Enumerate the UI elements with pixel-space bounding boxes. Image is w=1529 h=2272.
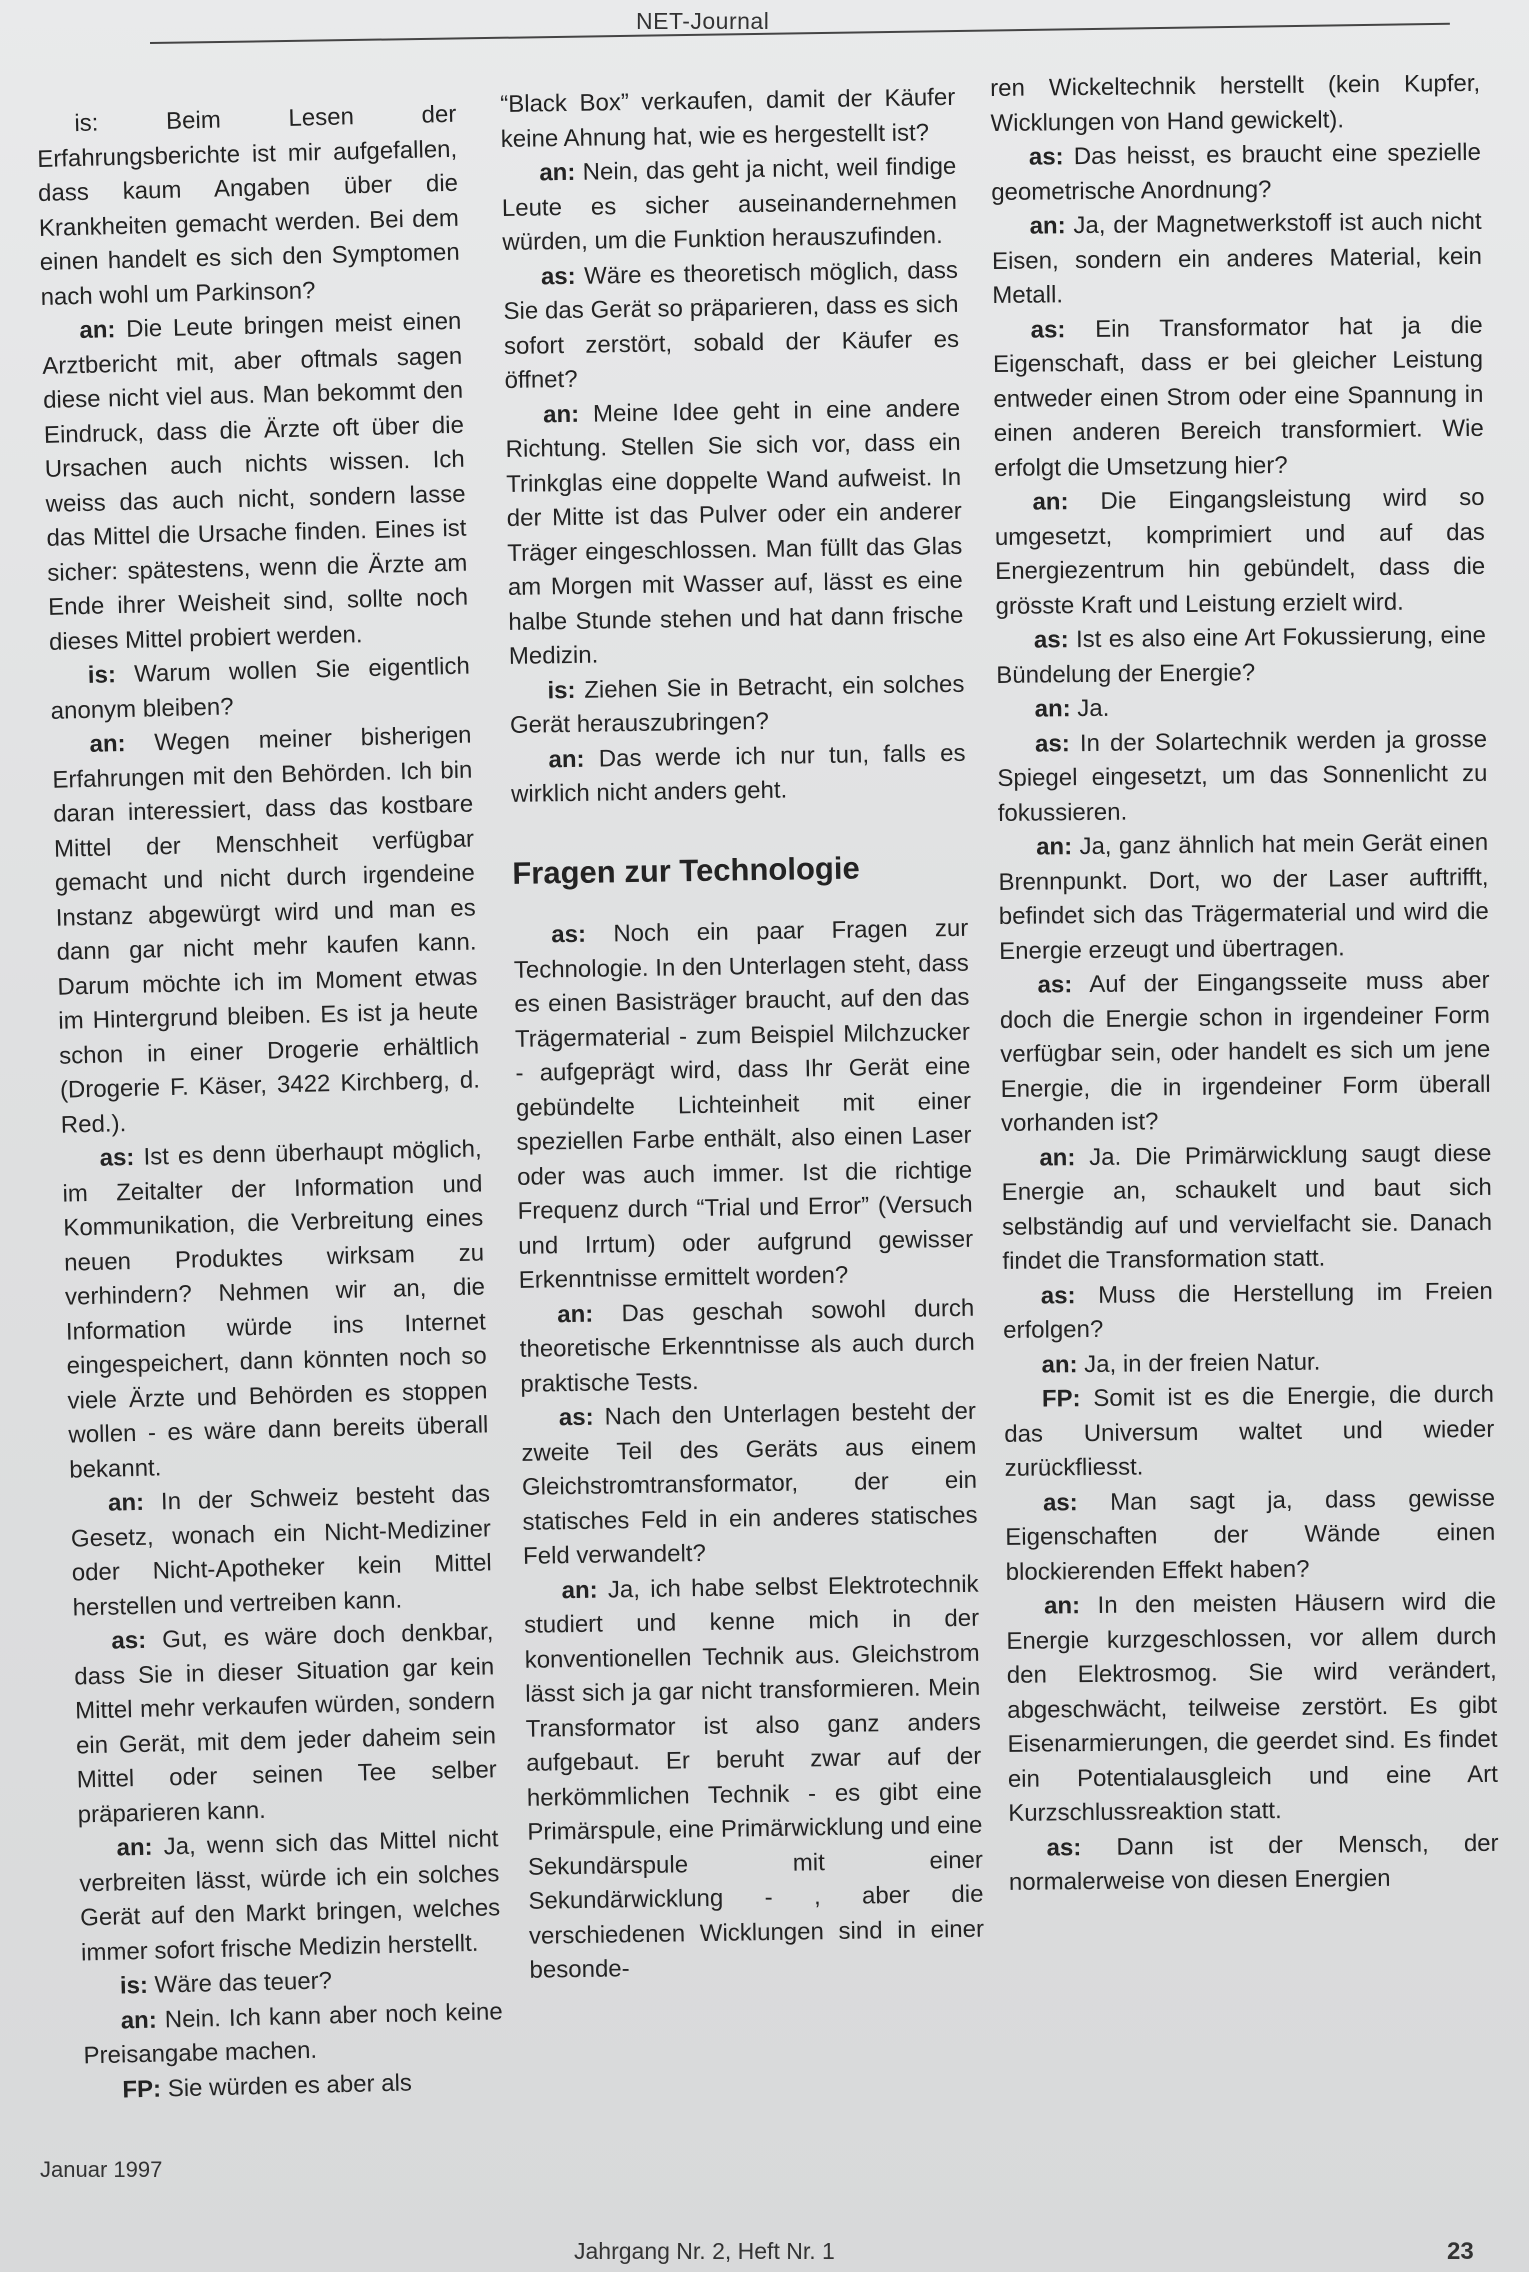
paragraph-text: Warum wollen Sie eigentlich anonym bleiben? bbox=[50, 652, 471, 725]
speaker-label: an: bbox=[539, 158, 576, 187]
paragraph-text: ren Wickeltechnik herstellt (kein Kupfer, Wicklungen von Hand gewickelt). bbox=[990, 69, 1481, 137]
paragraph-text: Meine Idee geht in eine andere Richtung. Stellen Sie sich vor, dass ein Trinkglas eine doppelte Wand aufweist. In der Mitte ist das Pulver oder ein anderer Träger eingeschlossen. Man füllt das Glas am Morgen mit Wasser auf, lässt es eine halbe Stunde stehen und hat dann frische Medizin. bbox=[505, 394, 964, 670]
speaker-label: as: bbox=[558, 1403, 594, 1432]
paragraph-text: Sie würden es aber als bbox=[160, 2068, 413, 2103]
paragraph bbox=[51, 719, 481, 1143]
paragraph bbox=[998, 826, 1489, 969]
paragraph bbox=[1003, 1343, 1493, 1383]
paragraph bbox=[505, 391, 964, 674]
paragraph bbox=[997, 688, 1487, 728]
speaker-label: as: bbox=[1033, 626, 1069, 654]
paragraph bbox=[503, 253, 960, 398]
speaker-label: an: bbox=[1032, 488, 1069, 516]
speaker-label: an: bbox=[548, 745, 585, 773]
paragraph-text: Muss die Herstellung im Freien erfolgen? bbox=[1003, 1277, 1493, 1344]
paragraph-text: Ja, der Magnetwerkstoff ist auch nicht Eisen, sondern ein anderes Material, kein Metall. bbox=[991, 207, 1483, 309]
column-1 bbox=[36, 98, 505, 2109]
speaker-label: as: bbox=[1030, 315, 1066, 344]
speaker-label: as: bbox=[1028, 143, 1064, 171]
speaker-label: as: bbox=[1040, 1281, 1076, 1310]
paragraph bbox=[500, 81, 956, 157]
paragraph-text: Ist es also eine Art Fokussierung, eine Bündelung der Energie? bbox=[996, 621, 1487, 689]
speaker-label: an: bbox=[542, 400, 580, 428]
paragraph bbox=[73, 1615, 498, 1832]
speaker-label: is: bbox=[547, 676, 576, 704]
paragraph bbox=[994, 481, 1485, 624]
speaker-label: an: bbox=[107, 1488, 145, 1517]
paragraph-text: “Black Box” verkaufen, damit der Käufer keine Ahnung hat, wie es hergestellt ist? bbox=[500, 83, 956, 153]
paragraph bbox=[513, 912, 974, 1299]
paragraph-text: Nein, das geht ja nicht, weil findige Leute es sicher auseinandernehmen würden, um die Funktion herauszufinden. bbox=[501, 152, 958, 256]
paragraph-text: In den meisten Häusern wird die Energie kurzgeschlossen, vor allem durch den Elektrosmog. Sie wird verändert, abgeschwächt, teilweise zerstört. Es gibt Eisenarmierungen, die geerdet sind. Es findet ein Potentialausgleich und eine Art Kurzschlussreaktion statt. bbox=[1006, 1587, 1498, 1827]
paragraph-text: Wäre das teuer? bbox=[147, 1967, 333, 1999]
speaker-label: an: bbox=[1039, 1143, 1076, 1172]
speaker-label: an: bbox=[561, 1576, 598, 1604]
paragraph-text: Somit ist es die Energie, die durch das Universum waltet und wieder zurückfliesst. bbox=[1004, 1380, 1495, 1482]
paragraph-text: Nach den Unterlagen besteht der zweite Teil des Geräts aus einem Gleichstromtransformator, der ein statisches Feld in ein anderes statisches Feld verwandelt? bbox=[521, 1397, 978, 1570]
speaker-label: an: bbox=[79, 316, 116, 345]
paragraph-text: Wegen meiner bisherigen Erfahrungen mit den Behörden. Ich bin daran interessiert, dass das kostbare Mittel der Menschheit verfügbar gemacht und nicht durch irgendeine Instanz abgewürgt wird und man es dann gar nicht mehr kaufen kann. Darum möchte ich im Moment etwas im Hintergrund bleiben. Es ist ja heute schon in einer Drogerie erhältlich (Drogerie F. Käser, 3422 Kirchberg, d. Red.). bbox=[52, 721, 481, 1139]
speaker-label: an: bbox=[120, 2006, 158, 2034]
paragraph bbox=[36, 98, 461, 315]
speaker-label: an: bbox=[1041, 1350, 1078, 1379]
paragraph-text: Ja, ich habe selbst Elektrotechnik studiert und kenne mich in der konventionellen Technik aus. Gleichstrom lässt sich ja gar nicht transformieren. Mein Transformator ist also ganz anders aufgebaut. Er beruht zwar auf der herkömmlichen Technik - es gibt eine Primärspule, eine Primärwicklung und eine Sekundärspule mit einer Sekundärwicklung - , aber die verschiedenen Wicklungen sind in einer besonde- bbox=[523, 1570, 985, 1984]
section-heading: Fragen zur Technologie bbox=[512, 849, 860, 891]
paragraph-text: Ziehen Sie in Betracht, ein solches Gerät herauszubringen? bbox=[509, 670, 965, 739]
speaker-label: is: bbox=[119, 1971, 149, 2000]
paragraph bbox=[510, 736, 966, 812]
paragraph-text: Ja. Die Primärwicklung saugt diese Energie an, schaukelt und baut sich selbständig auf und vervielfacht sie. Danach findet die Transformation statt. bbox=[1001, 1139, 1493, 1275]
paragraph-text: Das heisst, es braucht eine spezielle geometrische Anordnung? bbox=[991, 138, 1482, 206]
column-3 bbox=[990, 67, 1499, 1901]
paragraph bbox=[70, 1477, 493, 1625]
page-number: 23 bbox=[1447, 2238, 1474, 2265]
paragraph bbox=[519, 1291, 976, 1402]
speaker-label: FP: bbox=[122, 2075, 162, 2103]
paragraph-text: Noch ein paar Fragen zur Technologie. In den Unterlagen steht, dass es einen Basisträger braucht, auf den das Trägermaterial - zum Beispiel Milchzucker - aufgeprägt wird, dass Ihr Gerät eine gebündelte Lichteinheit mit einer speziellen Farbe enthält, also einen Laser oder was auch immer. Ist die richtige Frequenz durch “Trial und Error” (Versuch und Irrtum) oder aufgrund gewisser Erkenntnisse ermittelt worden? bbox=[513, 914, 974, 1294]
speaker-label: is: bbox=[87, 661, 117, 689]
paragraph bbox=[996, 619, 1487, 693]
paragraph-text: Das werde ich nur tun, falls es wirklich nicht anders geht. bbox=[510, 739, 966, 808]
paragraph-text: Wäre es theoretisch möglich, dass Sie das Gerät so präparieren, dass es sich sofort zerstört, sobald der Käufer es öffnet? bbox=[503, 256, 960, 394]
journal-title: NET-Journal bbox=[636, 8, 770, 34]
speaker-label: an: bbox=[1043, 1592, 1081, 1620]
speaker-label: as: bbox=[551, 920, 587, 949]
paragraph bbox=[1001, 1136, 1492, 1279]
paragraph-text: In der Schweiz besteht das Gesetz, wonach ein Nicht-Mediziner oder Nicht-Apotheker kein Mittel herstellen und vertreiben kann. bbox=[70, 1480, 493, 1622]
paragraph-text: Gut, es wäre doch denkbar, dass Sie in dieser Situation gar kein Mittel mehr verkaufen würden, sondern ein Gerät, mit dem jeder daheim sein Mittel oder seinen Tee selber präparieren kann. bbox=[74, 1618, 498, 1828]
paragraph-text: Die Eingangsleistung wird so umgesetzt, komprimiert und auf das Energiezentrum hin gebündelt, dass die grösste Kraft und Leistung erzielt wird. bbox=[994, 483, 1486, 620]
paragraph bbox=[999, 964, 1491, 1142]
paragraph bbox=[82, 1995, 504, 2074]
paragraph bbox=[501, 150, 958, 261]
speaker-label: an: bbox=[1029, 212, 1066, 240]
paragraph bbox=[509, 667, 965, 743]
paragraph-text: Ja, ganz ähnlich hat mein Gerät einen Brennpunkt. Dort, wo der Laser auftrifft, befindet sich das Trägermaterial und wird die Energie erzeugt und übertragen. bbox=[998, 828, 1489, 965]
paragraph bbox=[991, 205, 1482, 314]
speaker-label: as: bbox=[1042, 1488, 1078, 1517]
paragraph bbox=[993, 308, 1485, 486]
paragraph-text: In der Solartechnik werden ja grosse Spiegel eingesetzt, um das Sonnenlicht zu fokussieren. bbox=[997, 725, 1488, 827]
paragraph bbox=[49, 650, 471, 729]
paragraph bbox=[521, 1395, 979, 1575]
paragraph-text: Ja. bbox=[1070, 694, 1110, 723]
speaker-label: FP: bbox=[1041, 1385, 1081, 1413]
paragraph bbox=[990, 67, 1481, 141]
speaker-label: an: bbox=[1035, 833, 1073, 861]
footer-issue: Jahrgang Nr. 2, Heft Nr. 1 bbox=[574, 2238, 835, 2264]
paragraph-text: Ja, wenn sich das Mittel nicht verbreiten lässt, würde ich ein solches Gerät auf den Markt bringen, welches immer sofort frische Medizin herstellt. bbox=[79, 1825, 501, 1966]
paragraph-text: Die Leute bringen meist einen Arztbericht mit, aber oftmals sagen diese nicht viel aus. Man bekommt den Eindruck, dass die Ärzte oft über die Ursachen auch nichts wissen. Ich weiss das auch nicht, sondern lasse das Mittel die Ursache finden. Eines ist sicher: spätestens, wenn die Ärzte am Ende ihrer Weisheit sind, sollte noch dieses Mittel probiert werden. bbox=[41, 307, 469, 656]
paragraph bbox=[1005, 1481, 1496, 1590]
paragraph-text: Nein. Ich kann aber noch keine Preisangabe machen. bbox=[83, 1997, 503, 2070]
paragraph bbox=[997, 722, 1488, 831]
paragraph bbox=[991, 136, 1482, 210]
column-2 bbox=[500, 81, 985, 1988]
header-rule bbox=[150, 23, 1450, 44]
paragraph bbox=[1008, 1826, 1499, 1900]
column-2-bottom bbox=[513, 912, 985, 1989]
paragraph-text: Das geschah sowohl durch theoretische Erkenntnisse als auch durch praktische Tests. bbox=[519, 1294, 975, 1398]
paragraph bbox=[41, 305, 469, 660]
speaker-label: as: bbox=[1037, 971, 1073, 999]
speaker-label: as: bbox=[111, 1626, 147, 1655]
footer-date: Januar 1997 bbox=[40, 2157, 163, 2182]
speaker-label: as: bbox=[1034, 729, 1070, 758]
paragraph-text: Auf der Eingangsseite muss aber doch die Energie schon in irgendeiner Form verfügbar sein, oder handelt es sich um jene Energie, die in irgendeiner Form überall vorhanden ist? bbox=[999, 966, 1491, 1137]
paragraph bbox=[61, 1132, 489, 1487]
paragraph-text: Dann ist der Mensch, der normalerweise von diesen Energien bbox=[1008, 1829, 1499, 1896]
column-2-top bbox=[500, 81, 966, 813]
paragraph-text: Man sagt ja, dass gewisse Eigenschaften der Wände einen blockierenden Effekt haben? bbox=[1005, 1484, 1496, 1586]
paragraph-text: is: Beim Lesen der Erfahrungsberichte ist mir aufgefallen, dass kaum Angaben über die Krankheiten gemacht werden. Bei dem einen handelt es sich den Symptomen nach wohl um Parkinson? bbox=[36, 100, 460, 311]
page-header bbox=[0, 0, 1529, 60]
paragraph bbox=[1003, 1274, 1494, 1348]
speaker-label: an: bbox=[116, 1833, 153, 1862]
speaker-label: an: bbox=[1034, 695, 1071, 723]
speaker-label: an: bbox=[557, 1300, 594, 1328]
paragraph-text: Ein Transformator hat ja die Eigenschaft, dass er bei gleicher Leistung entweder einen Strom oder eine Spannung in einen anderen Bereich transformiert. Wie erfolgt die Umsetzung hier? bbox=[992, 311, 1484, 482]
speaker-label: as: bbox=[1046, 1833, 1082, 1862]
speaker-label: as: bbox=[540, 262, 576, 290]
paragraph bbox=[78, 1822, 501, 1970]
paragraph bbox=[1004, 1378, 1495, 1487]
paragraph bbox=[1006, 1585, 1499, 1832]
paragraph-text: Ist es denn überhaupt möglich, im Zeitalter der Information und Kommunikation, die Verbreitung eines neuen Produktes wirksam zu verhindern? Nehmen wir an, die Information würde ins Internet eingespeichert, dann könnten noch so viele Ärzte und Behörden es stoppen wollen - es wäre dann bereits überall bekannt. bbox=[62, 1135, 489, 1484]
paragraph-text: Ja, in der freien Natur. bbox=[1077, 1348, 1321, 1378]
speaker-label: an: bbox=[89, 730, 126, 758]
paragraph bbox=[523, 1567, 984, 1988]
speaker-label: as: bbox=[99, 1143, 135, 1172]
